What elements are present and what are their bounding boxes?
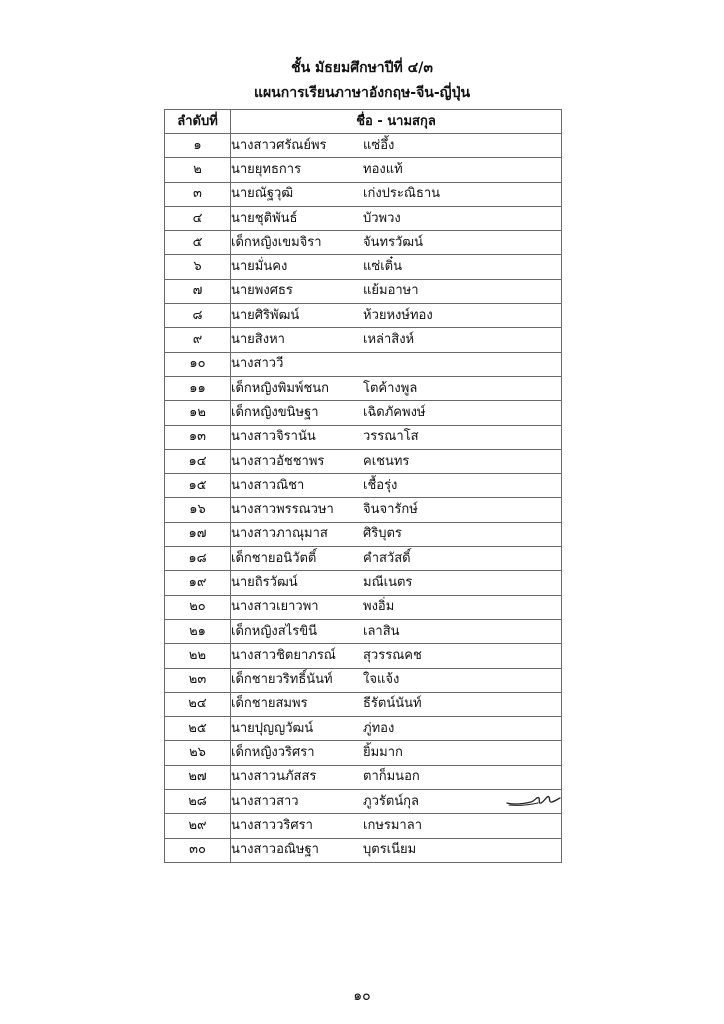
row-number: ๑๒	[165, 401, 231, 425]
student-first-name: เด็กชายวริทธิ์นันท์	[231, 672, 333, 688]
student-first-name: นายถิรวัฒน์	[231, 574, 298, 590]
student-name-cell	[231, 352, 562, 376]
table-row	[165, 571, 562, 595]
student-last-name: แซ่เติ๋น	[363, 259, 402, 275]
student-last-name: ห้วยหงษ์ทอง	[363, 307, 433, 323]
student-name-cell	[231, 547, 562, 571]
row-number: ๒๐	[165, 595, 231, 619]
student-first-name: นายปุญญวัฒน์	[231, 720, 314, 736]
table-row	[165, 304, 562, 328]
student-last-name: เลาสิน	[363, 623, 400, 639]
student-name-cell	[231, 231, 562, 255]
student-name-cell	[231, 206, 562, 230]
row-number: ๒๖	[165, 741, 231, 765]
row-number: ๕	[165, 231, 231, 255]
student-first-name: นางสาวนภัสสร	[231, 769, 317, 785]
student-name-cell	[231, 838, 562, 862]
student-first-name: นางสาวภาณุมาส	[231, 526, 328, 542]
student-first-name: เด็กหญิงขนิษฐา	[231, 404, 319, 420]
student-first-name: เด็กชายสมพร	[231, 696, 308, 712]
student-first-name: เด็กหญิงเขมจิรา	[231, 234, 322, 250]
student-first-name: เด็กหญิงวริศรา	[231, 745, 315, 761]
student-name-cell	[231, 668, 562, 692]
row-number: ๓	[165, 182, 231, 206]
student-name-cell	[231, 449, 562, 473]
student-last-name: แซ่อึ้ง	[363, 137, 395, 153]
student-last-name: มณีเนตร	[363, 574, 413, 590]
student-last-name: เกษรมาลา	[363, 817, 423, 833]
table-row	[165, 595, 562, 619]
student-name-cell	[231, 522, 562, 546]
table-row	[165, 692, 562, 716]
student-name-cell	[231, 134, 562, 158]
student-first-name: นายยุทธการ	[231, 161, 302, 177]
row-number: ๒๒	[165, 644, 231, 668]
student-name-cell	[231, 498, 562, 522]
row-number: ๑๔	[165, 449, 231, 473]
table-row	[165, 498, 562, 522]
table-row	[165, 376, 562, 400]
student-first-name: นางสาวจิรานัน	[231, 429, 316, 445]
table-row	[165, 790, 562, 814]
student-last-name: เหล่าสิงห์	[363, 332, 415, 348]
table-row	[165, 279, 562, 303]
student-first-name: นายศิริพัฒน์	[231, 307, 300, 323]
student-first-name: นายณัฐวุฒิ	[231, 186, 294, 202]
student-name-cell	[231, 279, 562, 303]
row-number: ๑๓	[165, 425, 231, 449]
student-last-name: จันทรวัฒน์	[363, 234, 423, 250]
student-name-cell	[231, 182, 562, 206]
student-first-name: นางสาวศรัณย์พร	[231, 137, 327, 153]
row-number: ๒	[165, 158, 231, 182]
student-name-cell	[231, 401, 562, 425]
table-row	[165, 741, 562, 765]
student-last-name: บุตรเนียม	[363, 842, 417, 858]
student-last-name: ตาก็มนอก	[363, 769, 420, 785]
student-last-name: ทองแท้	[363, 161, 403, 177]
table-row	[165, 255, 562, 279]
student-last-name: ภู่ทอง	[363, 720, 395, 736]
student-name-cell	[231, 595, 562, 619]
row-number: ๑๕	[165, 474, 231, 498]
student-name-cell	[231, 328, 562, 352]
student-first-name: นางสาวชิตยาภรณ์	[231, 647, 336, 663]
student-first-name: นายสิงหา	[231, 332, 285, 348]
table-header-row	[165, 110, 562, 134]
row-number: ๒๔	[165, 692, 231, 716]
student-last-name: จินจารักษ์	[363, 502, 418, 518]
student-name-cell	[231, 717, 562, 741]
row-number: ๒๙	[165, 814, 231, 838]
student-name-cell	[231, 692, 562, 716]
table-row	[165, 547, 562, 571]
signature-mark	[505, 786, 561, 810]
student-last-name: เฉิดภัคพงษ์	[363, 404, 426, 420]
student-first-name: นายชุติพันธ์	[231, 210, 298, 226]
row-number: ๗	[165, 279, 231, 303]
table-row	[165, 401, 562, 425]
row-number: ๑๗	[165, 522, 231, 546]
student-name-cell	[231, 741, 562, 765]
student-name-cell	[231, 376, 562, 400]
student-first-name: เด็กชายอนิวัตติ์	[231, 550, 317, 566]
student-last-name: สุวรรณคช	[363, 647, 422, 663]
table-row	[165, 182, 562, 206]
student-last-name: เก่งประณิธาน	[363, 186, 441, 202]
row-number: ๒๗	[165, 765, 231, 789]
student-first-name: นายมั่นคง	[231, 259, 288, 275]
row-number: ๓๐	[165, 838, 231, 862]
student-last-name: ธีรัตน์นันท์	[363, 696, 422, 712]
table-row	[165, 352, 562, 376]
row-number: ๒๘	[165, 790, 231, 814]
student-first-name: นางสาววริศรา	[231, 817, 313, 833]
row-number: ๘	[165, 304, 231, 328]
table-row	[165, 474, 562, 498]
page-title: ชั้น มัธยมศึกษาปีที่ ๔/๓	[291, 60, 433, 76]
student-last-name: ยิ้มมาก	[363, 745, 403, 761]
table-row	[165, 134, 562, 158]
student-first-name: นางสาวณิชา	[231, 477, 305, 493]
table-row	[165, 425, 562, 449]
table-row	[165, 838, 562, 862]
student-first-name: เด็กหญิงพิมพ์ชนก	[231, 380, 330, 396]
table-row	[165, 328, 562, 352]
table-row	[165, 668, 562, 692]
student-last-name: ภูวรัตน์กุล	[363, 793, 420, 809]
student-last-name: ศิริบุตร	[363, 526, 402, 542]
student-first-name: เด็กหญิงสไรขินี	[231, 623, 317, 639]
student-name-cell	[231, 619, 562, 643]
table-row	[165, 206, 562, 230]
row-number: ๑	[165, 134, 231, 158]
student-last-name: แย้มอาษา	[363, 283, 419, 299]
student-last-name: เชื้อรุ่ง	[363, 477, 398, 493]
row-number: ๑๖	[165, 498, 231, 522]
table-row	[165, 717, 562, 741]
student-name-cell	[231, 304, 562, 328]
student-first-name: นางสาวอณิษฐา	[231, 842, 319, 858]
table-body	[165, 134, 562, 863]
student-name-cell	[231, 158, 562, 182]
table-row	[165, 765, 562, 789]
row-number: ๖	[165, 255, 231, 279]
row-number: ๑๑	[165, 376, 231, 400]
page-subtitle: แผนการเรียนภาษาอังกฤษ-จีน-ญี่ปุ่น	[253, 85, 471, 101]
row-number: ๒๓	[165, 668, 231, 692]
student-name-cell	[231, 474, 562, 498]
row-number: ๙	[165, 328, 231, 352]
student-name-cell	[231, 571, 562, 595]
table-row	[165, 644, 562, 668]
row-number: ๑๙	[165, 571, 231, 595]
student-first-name: นายพงศธร	[231, 283, 293, 299]
student-first-name: นางสาวพรรณวษา	[231, 502, 334, 518]
student-last-name: โตค้างพูล	[363, 380, 418, 396]
table-row	[165, 619, 562, 643]
student-first-name: นางสาวอัชชาพร	[231, 453, 325, 469]
table-row	[165, 158, 562, 182]
row-number: ๔	[165, 206, 231, 230]
student-last-name: บัวพวง	[363, 210, 401, 226]
table-row	[165, 814, 562, 838]
table-row	[165, 231, 562, 255]
student-roster-table	[164, 109, 562, 863]
student-name-cell	[231, 255, 562, 279]
table-row	[165, 522, 562, 546]
page-number: ๑๐	[353, 988, 371, 1004]
student-last-name: วรรณาโส	[363, 429, 419, 445]
student-last-name: คำสวัสดิ์	[363, 550, 411, 566]
column-header-name: ชื่อ - นามสกุล	[231, 110, 562, 134]
student-first-name: นางสาววี	[231, 356, 284, 372]
row-number: ๒๑	[165, 619, 231, 643]
student-last-name: ใจแจ้ง	[363, 672, 400, 688]
student-first-name: นางสาวสาว	[231, 793, 299, 809]
table-row	[165, 449, 562, 473]
student-name-cell	[231, 814, 562, 838]
row-number: ๒๕	[165, 717, 231, 741]
column-header-number: ลำดับที่	[165, 110, 231, 134]
student-name-cell	[231, 425, 562, 449]
student-name-cell	[231, 644, 562, 668]
student-last-name: พงอิ่ม	[363, 599, 395, 615]
student-first-name: นางสาวเยาวพา	[231, 599, 319, 615]
row-number: ๑๘	[165, 547, 231, 571]
row-number: ๑๐	[165, 352, 231, 376]
student-last-name: คเชนทร	[363, 453, 410, 469]
